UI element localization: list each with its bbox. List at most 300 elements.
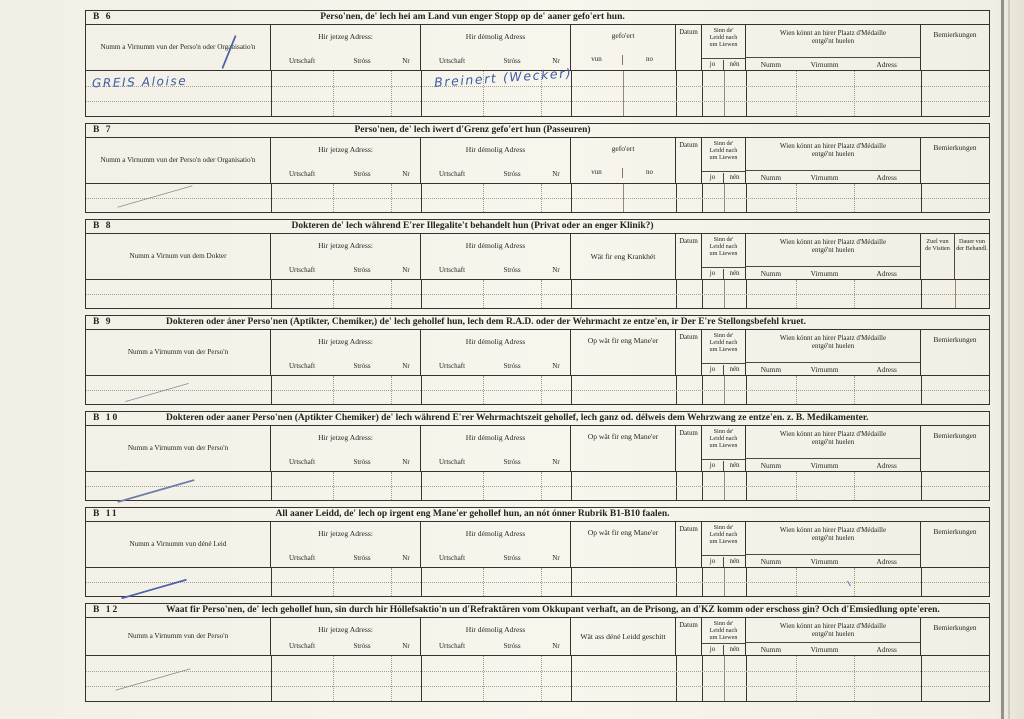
- ruled-line: [86, 101, 989, 102]
- column-headers: [86, 138, 989, 184]
- subcolumn-line: [391, 656, 392, 701]
- sub-numm: Numm: [760, 173, 781, 182]
- sub-urtschaft: Urtschaft: [438, 642, 466, 650]
- sub-virnumm: Virnumm: [810, 645, 839, 654]
- sub-nr: Nr: [402, 362, 410, 370]
- current-address-label: Hir jetzeg Adress:: [318, 241, 373, 250]
- sub-nr: Nr: [552, 458, 560, 466]
- column-line: [746, 71, 747, 116]
- sub-nen: nén: [729, 461, 740, 469]
- column-line: [921, 656, 922, 701]
- current-address-label: Hir jetzeg Adress:: [318, 337, 373, 346]
- col-former-address-header: [421, 618, 571, 655]
- alive-label: [702, 525, 745, 545]
- form-section: [85, 123, 990, 213]
- sub-urtschaft: Urtschaft: [288, 642, 316, 650]
- col-detail-header: [571, 138, 676, 183]
- form-section: [85, 10, 990, 117]
- section-title: Dokteren oder áner Perso'nen (Aptikter, Chemiker,) de' lech gehollef hun, lech dem R.A.D. oder der Wehrmacht ze entze'en, ir Der E're Stellongsbefehl kruet.: [166, 317, 806, 327]
- col-current-address-header: [271, 25, 421, 70]
- alive-label-line1: Sinn de': [713, 428, 734, 435]
- section-id: B 12: [93, 605, 120, 615]
- column-headers: [86, 618, 989, 656]
- section-id: B 6: [93, 12, 113, 22]
- sub-nen: nén: [729, 645, 740, 653]
- address-subheaders: [271, 642, 421, 650]
- date-label: Datum: [679, 142, 698, 149]
- col-medal-recipient-header: [746, 138, 921, 183]
- former-address-label: Hir démolig Adress: [465, 433, 526, 442]
- col-name-header: [86, 522, 271, 567]
- section-header: [86, 508, 989, 522]
- column-line: [421, 71, 422, 116]
- column-line: [271, 71, 272, 116]
- entry-rows: [86, 376, 989, 404]
- col-remarks-header: [921, 618, 989, 655]
- col-date-header: [676, 25, 702, 70]
- column-line: [702, 656, 703, 701]
- date-label: Datum: [679, 430, 698, 437]
- col-name-label: Numm a Virnumm vun der Perso'n: [127, 632, 229, 640]
- medal-recipient-label: [746, 334, 920, 350]
- ruled-line: [86, 582, 989, 583]
- sub-urtschaft: Urtschaft: [288, 458, 316, 466]
- medal-label-line2: entgé'nt huelen: [811, 150, 855, 158]
- duration-label-line2: der Behandl.: [956, 245, 988, 252]
- former-address-label: Hir démolig Adress: [465, 337, 526, 346]
- alive-label-line2: Leidd nach: [709, 530, 738, 538]
- sub-virnumm: Virnumm: [810, 461, 839, 470]
- remarks-label: Bemierkungen: [933, 143, 977, 152]
- entry-rows: [86, 280, 989, 308]
- col-name-header: [86, 330, 271, 375]
- detail-subheaders: [571, 168, 676, 178]
- subcolumn-line: [333, 71, 334, 116]
- handwriting-entry-former-address: Breinert (Wecker): [433, 65, 573, 90]
- form-section: [85, 507, 990, 597]
- col-remarks-header: [921, 426, 989, 471]
- visits-label-line2: de Visiten: [925, 245, 950, 252]
- col-detail-header: [571, 234, 676, 279]
- sub-virnumm: Virnumm: [810, 60, 839, 69]
- col-remarks-header: [921, 330, 989, 375]
- medal-label-line1: Wien kónnt an hirer Plaatz d'Médaille: [779, 526, 887, 534]
- remarks-label: Bemierkungen: [933, 30, 977, 39]
- col-alive-header: [702, 522, 746, 567]
- medal-subheaders: [746, 458, 920, 471]
- form-section: [85, 603, 990, 702]
- section-header: [86, 604, 989, 618]
- handwriting-entry-name: GREIS Aloise: [91, 73, 188, 91]
- current-address-label: Hir jetzeg Adress:: [318, 145, 373, 154]
- col-current-address-header: [271, 234, 421, 279]
- form-section: [85, 315, 990, 405]
- address-subheaders: [421, 362, 571, 370]
- ruled-line: [86, 390, 989, 391]
- col-current-address-header: [271, 522, 421, 567]
- ruled-line: [86, 686, 989, 687]
- col-visits-duration-header: [921, 234, 989, 279]
- former-address-label: Hir démolig Adress: [465, 529, 526, 538]
- alive-label-line2: Leidd nach: [709, 434, 738, 442]
- ruled-line: [86, 294, 989, 295]
- detail-label: gefo'ert: [611, 144, 635, 153]
- column-line: [271, 656, 272, 701]
- subcolumn-line: [483, 656, 484, 701]
- sub-urtschaft: Urtschaft: [438, 266, 466, 274]
- section-id: B 7: [93, 125, 113, 135]
- column-line: [921, 71, 922, 116]
- col-name-label: Numm a Virnumm vun der Perso'n oder Organisatio'n: [100, 156, 256, 164]
- address-subheaders: [421, 554, 571, 562]
- sub-nr: Nr: [402, 554, 410, 562]
- column-line: [676, 656, 677, 701]
- scan-edge-shadow: [1001, 0, 1004, 719]
- subcolumn-line: [854, 656, 855, 701]
- col-medal-recipient-header: [746, 234, 921, 279]
- address-subheaders: [271, 362, 421, 370]
- sub-nen: nén: [729, 60, 740, 68]
- medal-recipient-label: [746, 29, 920, 45]
- medal-subheaders: [746, 642, 920, 655]
- remarks-label: Bemierkungen: [933, 335, 977, 344]
- sub-no: no: [646, 168, 653, 176]
- sub-nr: Nr: [552, 362, 560, 370]
- medal-recipient-label: [746, 526, 920, 542]
- medal-label-line1: Wien kónnt an hirer Plaatz d'Médaille: [779, 334, 887, 342]
- alive-subheaders: [702, 171, 745, 183]
- sub-stross: Stróss: [353, 266, 371, 274]
- sub-stross: Stróss: [353, 57, 371, 65]
- remarks-label: Bemierkungen: [933, 431, 977, 440]
- alive-subheaders: [702, 459, 745, 471]
- entry-rows: [86, 472, 989, 500]
- col-current-address-header: [271, 330, 421, 375]
- col-name-label: Numm a Virnum vun dem Dokter: [129, 252, 227, 260]
- sub-numm: Numm: [760, 365, 781, 374]
- col-medal-recipient-header: [746, 522, 921, 567]
- alive-label: [702, 141, 745, 161]
- sub-stross: Stróss: [503, 170, 521, 178]
- col-detail-header: [571, 330, 676, 375]
- col-name-label: Numm a Virnumm vun der Perso'n: [127, 348, 229, 356]
- col-alive-header: [702, 138, 746, 183]
- sub-virnumm: Virnumm: [810, 557, 839, 566]
- col-detail-header: [571, 522, 676, 567]
- col-medal-recipient-header: [746, 618, 921, 655]
- medal-label-line1: Wien kónnt an hirer Plaatz d'Médaille: [779, 430, 887, 438]
- former-address-label: Hir démolig Adress: [465, 32, 526, 41]
- duration-label-line1: Dauer vun: [959, 238, 985, 245]
- sub-jo: jo: [702, 60, 724, 70]
- detail-label: Wät ass déné Leidd geschitt: [580, 631, 666, 641]
- column-line: [421, 656, 422, 701]
- sub-urtschaft: Urtschaft: [438, 458, 466, 466]
- current-address-label: Hir jetzeg Adress:: [318, 529, 373, 538]
- sub-jo: jo: [702, 557, 724, 567]
- alive-label-line2: Leidd nach: [709, 242, 738, 250]
- detail-label: Op wät fir eng Mane'er: [587, 336, 659, 345]
- col-detail-header: [571, 426, 676, 471]
- sub-urtschaft: Urtschaft: [438, 362, 466, 370]
- sub-stross: Stróss: [353, 170, 371, 178]
- sub-virnumm: Virnumm: [810, 173, 839, 182]
- section-title: Dokteren de' lech während E'rer Illegalite't behandelt hun (Privat oder an enger Klinik?): [291, 221, 654, 231]
- ruled-line: [86, 86, 989, 87]
- medal-recipient-label: [746, 238, 920, 254]
- alive-label-line3: um Liewen: [709, 153, 738, 161]
- sub-nr: Nr: [402, 458, 410, 466]
- col-name-header: [86, 618, 271, 655]
- col-former-address-header: [421, 426, 571, 471]
- sub-vun: vun: [571, 168, 623, 178]
- medal-label-line1: Wien kónnt an hirer Plaatz d'Médaille: [779, 29, 887, 37]
- medal-subheaders: [746, 266, 920, 279]
- alive-label-line1: Sinn de': [713, 524, 734, 531]
- alive-label-line3: um Liewen: [709, 249, 738, 257]
- sub-numm: Numm: [760, 269, 781, 278]
- col-name-header: [86, 25, 271, 70]
- col-former-address-header: [421, 138, 571, 183]
- col-name-label: Numm a Virnumm vun déné Leid: [129, 540, 227, 548]
- date-label: Datum: [679, 238, 698, 245]
- visits-label-line1: Zuel vun: [926, 238, 949, 245]
- column-line: [746, 656, 747, 701]
- section-header: [86, 412, 989, 426]
- detail-label: Op wät fir eng Mane'er: [587, 528, 659, 537]
- current-address-label: Hir jetzeg Adress:: [318, 625, 373, 634]
- sub-stross: Stróss: [503, 362, 521, 370]
- sub-virnumm: Virnumm: [810, 365, 839, 374]
- col-current-address-header: [271, 138, 421, 183]
- sub-adress: Adress: [876, 365, 897, 374]
- address-subheaders: [271, 458, 421, 466]
- questionnaire-form: [85, 10, 990, 708]
- sub-stross: Stróss: [503, 458, 521, 466]
- section-id: B 11: [93, 509, 119, 519]
- sub-jo: jo: [702, 365, 724, 375]
- visits-count-label: [921, 234, 955, 279]
- address-subheaders: [421, 170, 571, 178]
- col-former-address-header: [421, 330, 571, 375]
- medal-label-line1: Wien kónnt an hirer Plaatz d'Médaille: [779, 238, 887, 246]
- sub-nr: Nr: [552, 554, 560, 562]
- medal-recipient-label: [746, 622, 920, 638]
- form-section: [85, 411, 990, 501]
- section-title: Waat fir Perso'nen, de' lech gehollef hun, sin durch hir Hóllefsaktio'n un d'Refraktären vom Okkupant verhaft, an de Prisong, an d'KZ komm oder erschoss gin? Och d'Emsiedlung opte'eren.: [166, 605, 940, 615]
- entry-rows: [86, 184, 989, 212]
- medal-subheaders: [746, 362, 920, 375]
- col-detail-header: [571, 25, 676, 70]
- sub-vun: vun: [571, 55, 623, 65]
- alive-label-line3: um Liewen: [709, 633, 738, 641]
- medal-label-line2: entgé'nt huelen: [811, 630, 855, 638]
- subcolumn-line: [724, 656, 725, 701]
- subcolumn-line: [796, 71, 797, 116]
- col-alive-header: [702, 618, 746, 655]
- address-subheaders: [421, 57, 571, 65]
- sub-stross: Stróss: [503, 554, 521, 562]
- subcolumn-line: [796, 656, 797, 701]
- col-former-address-header: [421, 25, 571, 70]
- detail-label: Op wät fir eng Mane'er: [587, 432, 659, 441]
- sub-stross: Stróss: [353, 362, 371, 370]
- address-subheaders: [421, 458, 571, 466]
- alive-label-line3: um Liewen: [709, 441, 738, 449]
- col-current-address-header: [271, 426, 421, 471]
- alive-label: [702, 429, 745, 449]
- scan-edge-line: [1008, 0, 1010, 719]
- sub-virnumm: Virnumm: [810, 269, 839, 278]
- sub-nen: nén: [729, 269, 740, 277]
- sub-nr: Nr: [552, 266, 560, 274]
- alive-label-line3: um Liewen: [709, 537, 738, 545]
- address-subheaders: [421, 642, 571, 650]
- alive-label-line3: um Liewen: [709, 40, 738, 48]
- sub-nen: nén: [729, 173, 740, 181]
- alive-label-line1: Sinn de': [713, 332, 734, 339]
- sub-adress: Adress: [876, 269, 897, 278]
- col-detail-header: [571, 618, 676, 655]
- sub-numm: Numm: [760, 60, 781, 69]
- column-headers: [86, 522, 989, 568]
- ruled-line: [86, 198, 989, 199]
- sub-adress: Adress: [876, 60, 897, 69]
- alive-subheaders: [702, 267, 745, 279]
- sub-adress: Adress: [876, 461, 897, 470]
- former-address-label: Hir démolig Adress: [465, 625, 526, 634]
- medal-recipient-label: [746, 430, 920, 446]
- column-headers: [86, 234, 989, 280]
- col-medal-recipient-header: [746, 426, 921, 471]
- sub-adress: Adress: [876, 173, 897, 182]
- medal-label-line1: Wien kónnt an hirer Plaatz d'Médaille: [779, 622, 887, 630]
- sub-nr: Nr: [402, 642, 410, 650]
- col-medal-recipient-header: [746, 330, 921, 375]
- sub-urtschaft: Urtschaft: [288, 362, 316, 370]
- section-header: [86, 11, 989, 25]
- sub-urtschaft: Urtschaft: [288, 170, 316, 178]
- col-alive-header: [702, 330, 746, 375]
- address-subheaders: [271, 170, 421, 178]
- alive-subheaders: [702, 58, 745, 70]
- col-remarks-header: [921, 25, 989, 70]
- alive-label-line1: Sinn de': [713, 27, 734, 34]
- remarks-label: Bemierkungen: [933, 527, 977, 536]
- alive-label-line2: Leidd nach: [709, 146, 738, 154]
- current-address-label: Hir jetzeg Adress:: [318, 433, 373, 442]
- alive-label: [702, 28, 745, 48]
- col-current-address-header: [271, 618, 421, 655]
- detail-label: Wät fir eng Krankhét: [590, 251, 656, 261]
- date-label: Datum: [679, 334, 698, 341]
- sub-jo: jo: [702, 645, 724, 655]
- detail-label: gefo'ert: [611, 31, 635, 40]
- alive-subheaders: [702, 643, 745, 655]
- col-date-header: [676, 330, 702, 375]
- subcolumn-line: [391, 71, 392, 116]
- section-header: [86, 316, 989, 330]
- column-headers: [86, 25, 989, 71]
- sub-nr: Nr: [552, 170, 560, 178]
- subcolumn-line: [623, 71, 624, 116]
- former-address-label: Hir démolig Adress: [465, 145, 526, 154]
- alive-label-line2: Leidd nach: [709, 338, 738, 346]
- ruled-line: [86, 486, 989, 487]
- col-date-header: [676, 522, 702, 567]
- sub-nr: Nr: [552, 57, 560, 65]
- col-date-header: [676, 234, 702, 279]
- alive-subheaders: [702, 363, 745, 375]
- col-former-address-header: [421, 234, 571, 279]
- date-label: Datum: [679, 526, 698, 533]
- col-medal-recipient-header: [746, 25, 921, 70]
- alive-label-line2: Leidd nach: [709, 33, 738, 41]
- section-id: B 8: [93, 221, 113, 231]
- sub-nr: Nr: [402, 266, 410, 274]
- medal-recipient-label: [746, 142, 920, 158]
- sub-numm: Numm: [760, 557, 781, 566]
- sub-stross: Stróss: [503, 266, 521, 274]
- sub-stross: Stróss: [353, 458, 371, 466]
- sub-numm: Numm: [760, 645, 781, 654]
- former-address-label: Hir démolig Adress: [465, 241, 526, 250]
- sub-adress: Adress: [876, 645, 897, 654]
- medal-subheaders: [746, 57, 920, 70]
- medal-label-line2: entgé'nt huelen: [811, 246, 855, 254]
- subcolumn-line: [541, 656, 542, 701]
- alive-label-line3: um Liewen: [709, 345, 738, 353]
- col-date-header: [676, 138, 702, 183]
- section-title: Dokteren oder aaner Perso'nen (Aptikter Chemiker) de' lech während E'rer Wehrmachtszeit gehollef, lech ganz od. délweis dem Wehrzwang ze entze'en. z. B. Medikamenter.: [166, 413, 869, 423]
- medal-label-line2: entgé'nt huelen: [811, 37, 855, 45]
- sub-stross: Stróss: [503, 57, 521, 65]
- sub-stross: Stróss: [353, 642, 371, 650]
- date-label: Datum: [679, 622, 698, 629]
- sub-urtschaft: Urtschaft: [438, 554, 466, 562]
- sub-jo: jo: [702, 461, 724, 471]
- medal-subheaders: [746, 170, 920, 183]
- section-header: [86, 124, 989, 138]
- sub-stross: Stróss: [353, 554, 371, 562]
- sub-nen: nén: [729, 557, 740, 565]
- entry-rows: [86, 656, 989, 701]
- section-header: [86, 220, 989, 234]
- col-name-header: [86, 138, 271, 183]
- column-headers: [86, 426, 989, 472]
- sub-nr: Nr: [402, 57, 410, 65]
- alive-label-line1: Sinn de': [713, 140, 734, 147]
- col-alive-header: [702, 25, 746, 70]
- sub-adress: Adress: [876, 557, 897, 566]
- current-address-label: Hir jetzeg Adress:: [318, 32, 373, 41]
- col-name-label: Numm a Virnumm vun der Perso'n oder Organisatio'n: [100, 43, 256, 51]
- col-former-address-header: [421, 522, 571, 567]
- col-name-header: [86, 426, 271, 471]
- subcolumn-line: [724, 71, 725, 116]
- entry-rows: [86, 568, 989, 596]
- col-alive-header: [702, 426, 746, 471]
- section-title: Perso'nen, de' lech hei am Land vun enger Stopp op de' aaner gefo'ert hun.: [320, 12, 625, 22]
- sub-nr: Nr: [402, 170, 410, 178]
- sub-urtschaft: Urtschaft: [438, 170, 466, 178]
- col-remarks-header: [921, 522, 989, 567]
- sub-urtschaft: Urtschaft: [438, 57, 466, 65]
- column-line: [702, 71, 703, 116]
- date-label: Datum: [679, 29, 698, 36]
- column-line: [571, 656, 572, 701]
- detail-subheaders: [571, 55, 676, 65]
